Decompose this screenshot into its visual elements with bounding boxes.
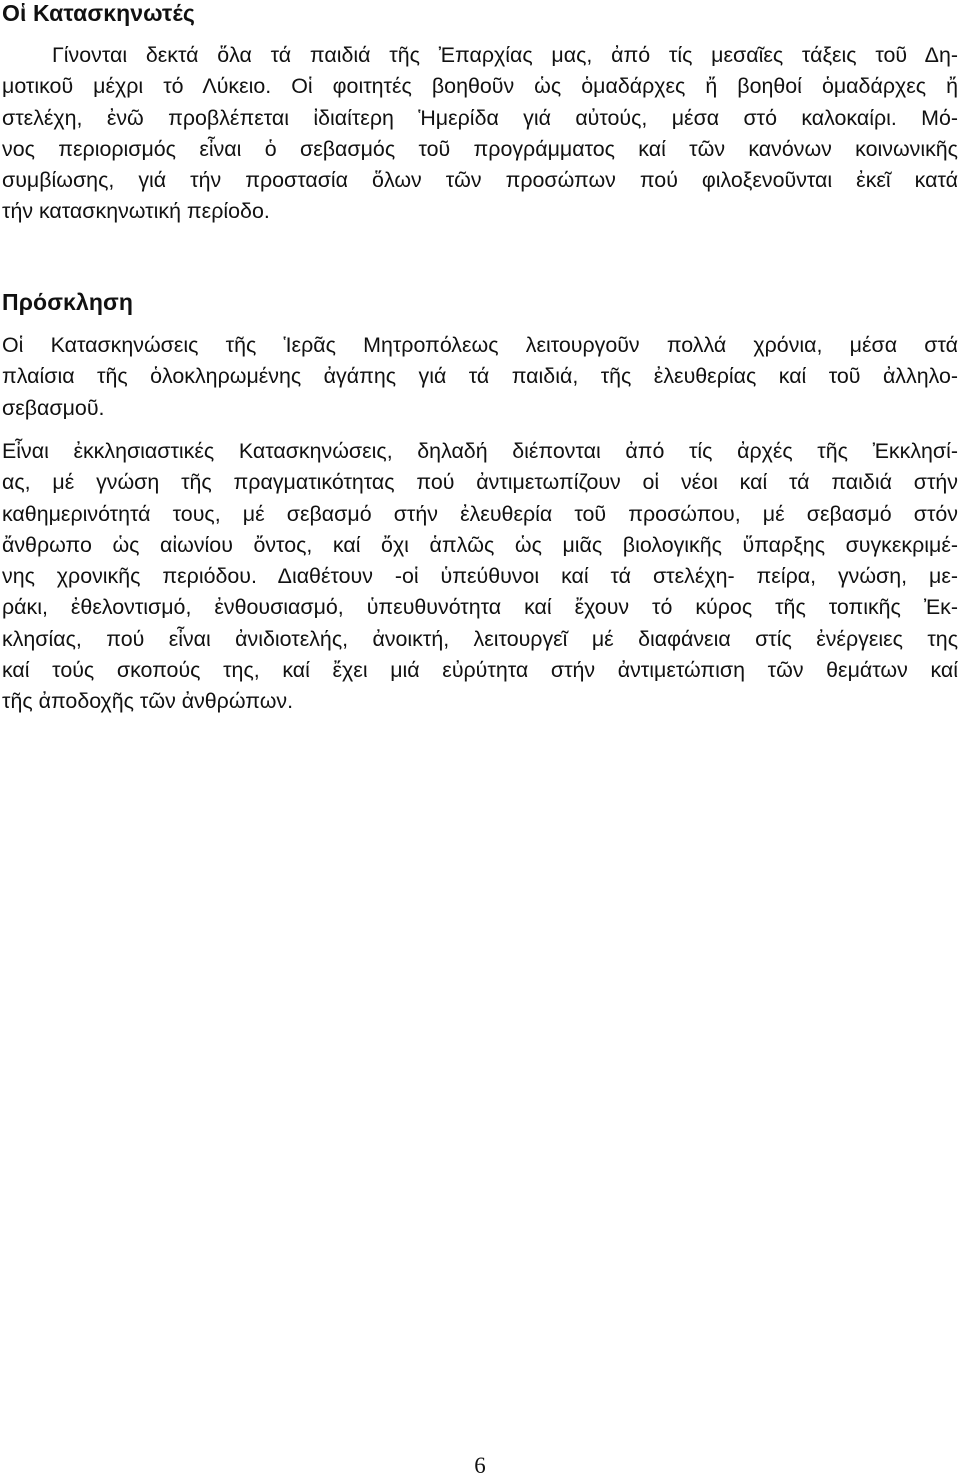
text-line: σεβασμοῦ. [2,395,105,420]
invitation-paragraph-2 [2,436,958,718]
text-line: Γίνονται δεκτά ὅλα τά παιδιά τῆς Ἐπαρχίας μας, ἀπό τίς μεσαῖες τάξεις τοῦ Δη- [52,43,958,67]
text-line: πλαίσια τῆς ὁλοκληρωμένης ἀγάπης γιά τά παιδιά, τῆς ἐλευθερίας καί τοῦ ἀλληλο- [2,364,958,389]
text-line: Οἱ Κατασκηνώσεις τῆς Ἱερᾶς Μητροπόλεως λειτουργοῦν πολλά χρόνια, μέσα στά [2,333,958,357]
text-line: καί τούς σκοπούς της, καί ἔχει μιά εὐρύτητα στήν ἀντιμετώπιση τῶν θεμάτων καί [2,658,958,683]
text-line: τῆς ἀποδοχῆς τῶν ἀνθρώπων. [2,689,294,714]
text-line: τήν κατασκηνωτική περίοδο. [2,199,270,224]
text-line: μοτικοῦ μέχρι τό Λύκειο. Οἱ φοιτητές βοηθοῦν ὡς ὁμαδάρχες ἤ βοηθοί ὁμαδάρχες ἤ [2,74,958,99]
text-line: κλησίας, πού εἶναι ἀνιδιοτελής, ἀνοικτή, λειτουργεῖ μέ διαφάνεια στίς ἐνέργειες της [2,626,958,651]
text-line: ας, μέ γνώση τῆς πραγματικότητας πού ἀντιμετωπίζουν οἱ νέοι καί τά παιδιά στήν [2,470,958,495]
text-line: νος περιορισμός εἶναι ὁ σεβασμός τοῦ προγράμματος καί τῶν κανόνων κοινωνικῆς [2,136,958,161]
section-heading-invitation: Πρόσκληση [2,289,133,315]
text-line: στελέχη, ἐνῶ προβλέπεται ἰδιαίτερη Ἡμερίδα γιά αὐτούς, μέσα στό καλοκαίρι. Μό- [2,105,958,130]
invitation-paragraph-1 [2,330,958,424]
page-number: 6 [474,1453,486,1478]
text-line: νης χρονικῆς περιόδου. Διαθέτουν -οἱ ὑπεύθυνοι καί τά στελέχη- πείρα, γνώση, με- [2,564,958,589]
text-line: καθημερινότητά τους, μέ σεβασμό στήν ἐλευθερία τοῦ προσώπου, μέ σεβασμό στόν [2,501,958,526]
section-heading-campers: Οἱ Κατασκηνωτές [2,0,195,26]
campers-paragraph [2,40,958,228]
text-line: Εἶναι ἐκκλησιαστικές Κατασκηνώσεις, δηλαδή διέπονται ἀπό τίς ἀρχές τῆς Ἐκκλησί- [2,439,958,463]
text-line: συμβίωσης, γιά τήν προστασία ὅλων τῶν προσώπων πού φιλοξενοῦνται ἐκεῖ κατά [2,168,958,193]
text-line: ἄνθρωπο ὡς αἰωνίου ὄντος, καί ὄχι ἁπλῶς ὡς μιᾶς βιολογικῆς ὕπαρξης συγκεκριμέ- [2,532,958,557]
text-line: ράκι, ἐθελοντισμό, ἐνθουσιασμό, ὑπευθυνότητα καί ἔχουν τό κύρος τῆς τοπικῆς Ἐκ- [2,595,958,620]
